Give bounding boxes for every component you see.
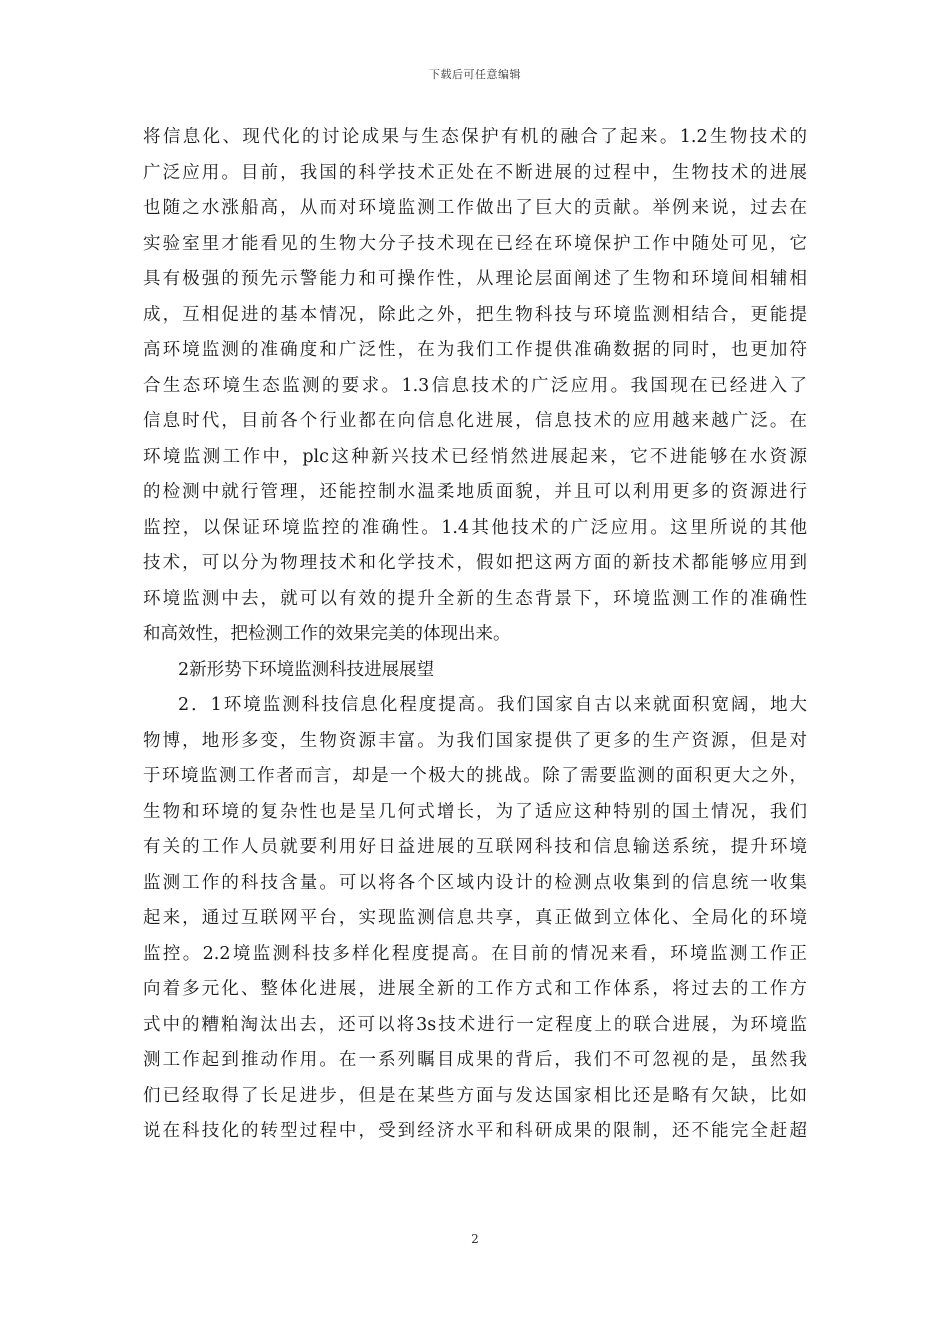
- body-line: 物博，地形多变，生物资源丰富。为我们国家提供了更多的生产资源，但是对: [143, 730, 807, 751]
- body-line: 起来，通过互联网平台，实现监测信息共享，真正做到立体化、全局化的环境: [143, 908, 807, 928]
- page-header: 下载后可任意编辑: [429, 68, 521, 81]
- body-line: 具有极强的预先示警能力和可操作性，从理论层面阐述了生物和环境间相辅相: [143, 269, 807, 289]
- body-line: 实验室里才能看见的生物大分子技术现在已经在环境保护工作中随处可见，它: [143, 233, 807, 254]
- body-line: 监控。2.2境监测科技多样化程度提高。在目前的情况来看，环境监测工作正: [143, 943, 807, 964]
- body-line: 合生态环境生态监测的要求。1.3信息技术的广泛应用。我国现在已经进入了: [143, 375, 807, 396]
- body-line: 2．1环境监测科技信息化程度提高。我们国家自古以来就面积宽阔，地大: [178, 695, 807, 715]
- body-line: 向着多元化、整体化进展，进展全新的工作方式和工作体系，将过去的工作方: [143, 979, 807, 999]
- body-line: 和高效性，把检测工作的效果完美的体现出来。: [143, 624, 511, 644]
- body-line: 技术，可以分为物理技术和化学技术，假如把这两方面的新技术都能够应用到: [143, 553, 807, 573]
- body-line: 们已经取得了长足进步，但是在某些方面与发达国家相比还是略有欠缺，比如: [143, 1085, 807, 1106]
- body-line: 的检测中就行管理，还能控制水温柔地质面貌，并且可以利用更多的资源进行: [143, 482, 807, 502]
- body-line: 监测工作的科技含量。可以将各个区域内设计的检测点收集到的信息统一收集: [143, 872, 807, 893]
- body-line: 测工作起到推动作用。在一系列瞩目成果的背后，我们不可忽视的是，虽然我: [143, 1050, 807, 1070]
- body-line: 成，互相促进的基本情况，除此之外，把生物科技与环境监测相结合，更能提: [143, 304, 807, 325]
- body-line: 环境监测工作中，plc这种新兴技术已经悄然进展起来，它不进能够在水资源: [143, 446, 807, 467]
- body-line: 生物和环境的复杂性也是呈几何式增长，为了适应这种特别的国土情况，我们: [143, 801, 807, 822]
- document-body: [143, 120, 807, 1150]
- body-line: 说在科技化的转型过程中，受到经济水平和科研成果的限制，还不能完全赶超: [143, 1121, 807, 1141]
- body-line: 监控，以保证环境监控的准确性。1.4其他技术的广泛应用。这里所说的其他: [143, 517, 807, 538]
- body-line: 信息时代，目前各个行业都在向信息化进展，信息技术的应用越来越广泛。在: [143, 411, 807, 431]
- body-line: 有关的工作人员就要利用好日益进展的互联网科技和信息输送系统，提升环境: [143, 837, 807, 857]
- page-number: 2: [471, 1232, 479, 1246]
- body-line: 式中的糟粕淘汰出去，还可以将3s技术进行一定程度上的联合进展，为环境监: [143, 1014, 807, 1035]
- body-line: 也随之水涨船高，从而对环境监测工作做出了巨大的贡献。举例来说，过去在: [143, 198, 807, 218]
- body-line: 环境监测中去，就可以有效的提升全新的生态背景下，环境监测工作的准确性: [143, 588, 807, 609]
- section-heading: 2新形势下环境监测科技进展展望: [178, 659, 435, 680]
- body-line: 于环境监测工作者而言，却是一个极大的挑战。除了需要监测的面积更大之外，: [143, 766, 807, 786]
- body-line: 高环境监测的准确度和广泛性，在为我们工作提供准确数据的同时，也更加符: [143, 340, 807, 360]
- body-line: 广泛应用。目前，我国的科学技术正处在不断进展的过程中，生物技术的进展: [143, 162, 807, 183]
- body-line: 将信息化、现代化的讨论成果与生态保护有机的融合了起来。1.2生物技术的: [143, 127, 807, 147]
